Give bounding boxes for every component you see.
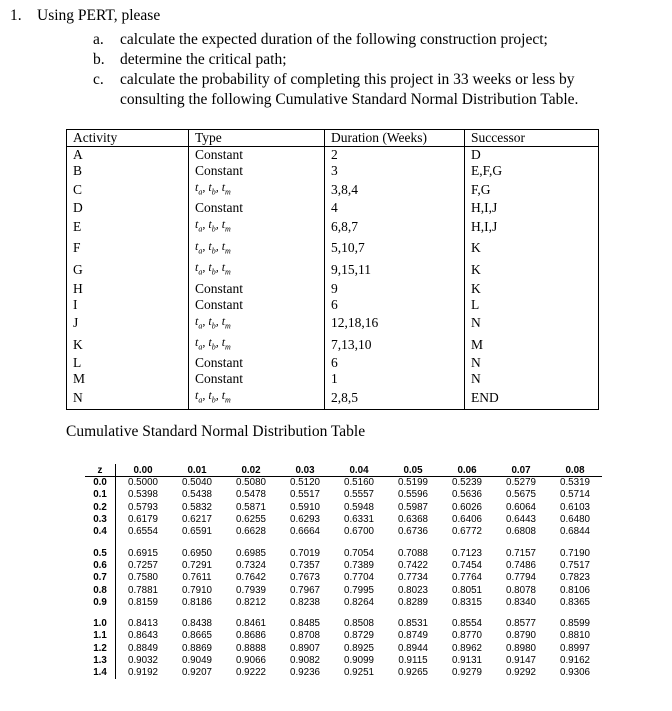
- time-estimate-symbol: $t_a$: [195, 260, 203, 277]
- probability-cell: 0.7910: [182, 584, 212, 596]
- probability-cell: 0.8315: [452, 596, 482, 608]
- probability-cell: 0.7389: [344, 559, 374, 571]
- successor-cell: H,I,J: [465, 200, 599, 216]
- probability-cell: 0.6700: [344, 526, 374, 538]
- time-estimate-symbol: $t_m$: [221, 334, 231, 352]
- activity-cell: A: [67, 147, 189, 164]
- probability-cell: 0.5910: [290, 501, 320, 513]
- z-row: [85, 655, 602, 667]
- probability-cell: 0.7995: [344, 584, 374, 596]
- probability-cell: 0.9236: [290, 667, 320, 679]
- probability-cell: 0.8962: [452, 642, 482, 654]
- type-cell: Constant: [189, 371, 325, 387]
- successor-cell: K: [465, 281, 599, 297]
- probability-cell: 0.7291: [182, 559, 212, 571]
- z-value-cell: 0.7: [85, 572, 116, 584]
- activity-table-header: [67, 130, 599, 147]
- duration-cell: 6: [325, 355, 465, 371]
- probability-cell: 0.6736: [398, 526, 428, 538]
- probability-cell: 0.8238: [290, 596, 320, 608]
- probability-cell: 0.6026: [452, 501, 482, 513]
- probability-cell: 0.9192: [128, 667, 158, 679]
- probability-cell: 0.5871: [236, 501, 266, 513]
- probability-cell: 0.5636: [452, 489, 482, 501]
- time-estimate-symbol: $t_m$: [221, 238, 231, 256]
- type-cell: Constant: [189, 281, 325, 297]
- probability-cell: 0.6443: [506, 514, 536, 526]
- activity-cell: B: [67, 163, 189, 179]
- type-cell: $t_a$, $t_b$, $t_m$: [189, 259, 325, 280]
- part-c-continuation: consulting the following Cumulative Standard Normal Distribution Table.: [120, 91, 579, 108]
- z-value-cell: 0.0: [85, 477, 116, 490]
- z-value-cell: 0.9: [85, 597, 116, 609]
- probability-cell: 0.5675: [506, 489, 536, 501]
- probability-cell: 0.5596: [398, 489, 428, 501]
- probability-cell: 0.7123: [452, 547, 482, 559]
- duration-cell: 3: [325, 163, 465, 179]
- z-column-header: 0.07: [494, 464, 548, 477]
- probability-cell: 0.6331: [344, 514, 374, 526]
- duration-cell: 9,15,11: [325, 259, 465, 280]
- probability-cell: 0.8925: [344, 642, 374, 654]
- probability-cell: 0.6179: [128, 514, 158, 526]
- successor-cell: M: [465, 334, 599, 355]
- time-estimate-symbol: $t_m$: [221, 217, 231, 234]
- probability-cell: 0.6103: [560, 501, 590, 513]
- probability-cell: 0.7794: [506, 572, 536, 584]
- probability-cell: 0.6664: [290, 526, 320, 538]
- successor-cell: E,F,G: [465, 163, 599, 179]
- activity-row: [67, 387, 599, 409]
- probability-cell: 0.6064: [506, 501, 536, 513]
- duration-cell: 12,18,16: [325, 313, 465, 334]
- z-column-header: 0.03: [278, 464, 332, 477]
- time-estimate-symbol: $t_a$: [195, 388, 203, 405]
- time-estimate-symbol: $t_a$: [195, 334, 203, 352]
- probability-cell: 0.7580: [128, 572, 158, 584]
- probability-cell: 0.8997: [560, 642, 590, 654]
- type-cell: $t_a$, $t_b$, $t_m$: [189, 313, 325, 334]
- activity-row: [67, 281, 599, 297]
- question-number: 1.: [10, 7, 22, 24]
- probability-cell: 0.8554: [452, 618, 482, 630]
- activity-row: [67, 313, 599, 334]
- group-spacer: [85, 538, 602, 547]
- activity-row: [67, 147, 599, 164]
- probability-cell: 0.9162: [560, 655, 590, 666]
- part-b: [93, 50, 287, 70]
- activity-cell: J: [67, 313, 189, 334]
- question-intro: [10, 6, 160, 26]
- activity-row: [67, 371, 599, 387]
- probability-cell: 0.6844: [560, 526, 590, 538]
- time-estimate-symbol: $t_a$: [195, 238, 203, 256]
- part-text: calculate the probability of completing this project in 33 weeks or less by: [120, 71, 575, 88]
- probability-cell: 0.7157: [506, 547, 536, 559]
- probability-cell: 0.9292: [506, 667, 536, 679]
- probability-cell: 0.7764: [452, 572, 482, 584]
- probability-cell: 0.7422: [398, 559, 428, 571]
- probability-cell: 0.8749: [398, 630, 428, 642]
- probability-cell: 0.8888: [236, 642, 266, 654]
- probability-cell: 0.8340: [506, 596, 536, 608]
- z-value-cell: 1.0: [85, 618, 116, 630]
- probability-cell: 0.5714: [560, 489, 590, 501]
- probability-cell: 0.9099: [344, 655, 374, 666]
- activity-cell: L: [67, 355, 189, 371]
- z-column-header: 0.02: [224, 464, 278, 477]
- z-value-cell: 0.6: [85, 560, 116, 572]
- activity-cell: G: [67, 259, 189, 280]
- probability-cell: 0.5987: [398, 501, 428, 513]
- probability-cell: 0.6293: [290, 514, 320, 526]
- z-column-header: 0.08: [548, 464, 602, 477]
- probability-cell: 0.8413: [128, 618, 158, 630]
- probability-cell: 0.8810: [560, 630, 590, 642]
- z-header: z: [85, 464, 116, 477]
- time-estimate-symbol: $t_m$: [221, 313, 231, 330]
- probability-cell: 0.6368: [398, 514, 428, 526]
- time-estimate-symbol: $t_a$: [195, 180, 203, 197]
- z-row: [85, 630, 602, 642]
- successor-cell: END: [465, 387, 599, 409]
- probability-cell: 0.8531: [398, 618, 428, 630]
- probability-cell: 0.6915: [128, 547, 158, 559]
- probability-cell: 0.9032: [128, 655, 158, 666]
- probability-cell: 0.7611: [182, 572, 212, 584]
- probability-cell: 0.8944: [398, 642, 428, 654]
- probability-cell: 0.8212: [236, 596, 266, 608]
- time-estimate-symbol: $t_b$: [208, 260, 216, 277]
- activity-row: [67, 297, 599, 313]
- header-activity: Activity: [67, 130, 189, 147]
- duration-cell: 7,13,10: [325, 334, 465, 355]
- probability-cell: 0.9115: [398, 655, 428, 666]
- activity-cell: M: [67, 371, 189, 387]
- activity-cell: D: [67, 200, 189, 216]
- probability-cell: 0.8643: [128, 630, 158, 642]
- activity-cell: E: [67, 216, 189, 237]
- part-label: b.: [93, 51, 105, 68]
- probability-cell: 0.8980: [506, 642, 536, 654]
- time-estimate-symbol: $t_b$: [208, 334, 216, 352]
- probability-cell: 0.7881: [128, 584, 158, 596]
- probability-cell: 0.7257: [128, 559, 158, 571]
- probability-cell: 0.7704: [344, 572, 374, 584]
- successor-cell: L: [465, 297, 599, 313]
- z-value-cell: 0.1: [85, 489, 116, 501]
- z-value-cell: 0.8: [85, 584, 116, 596]
- spacer-cell: [116, 609, 603, 618]
- probability-cell: 0.7673: [290, 572, 320, 584]
- z-table: [85, 464, 602, 679]
- time-estimate-symbol: $t_b$: [208, 388, 216, 405]
- probability-cell: 0.5517: [290, 489, 320, 501]
- z-row: [85, 489, 602, 501]
- probability-cell: 0.8729: [344, 630, 374, 642]
- successor-cell: H,I,J: [465, 216, 599, 237]
- z-value-cell: 0.2: [85, 502, 116, 514]
- z-column-header: 0.01: [170, 464, 224, 477]
- activity-cell: C: [67, 179, 189, 200]
- probability-cell: 0.5438: [182, 489, 212, 501]
- probability-cell: 0.6554: [128, 526, 158, 538]
- probability-cell: 0.8365: [560, 596, 590, 608]
- time-estimate-symbol: $t_m$: [221, 260, 231, 277]
- duration-cell: 6: [325, 297, 465, 313]
- part-text: calculate the expected duration of the following construction project;: [120, 31, 548, 48]
- probability-cell: 0.5199: [398, 477, 428, 489]
- probability-cell: 0.6406: [452, 514, 482, 526]
- probability-cell: 0.6950: [182, 547, 212, 559]
- probability-cell: 0.6808: [506, 526, 536, 538]
- z-table-header: [85, 464, 602, 477]
- successor-cell: N: [465, 355, 599, 371]
- type-cell: Constant: [189, 147, 325, 164]
- z-value-cell: 0.4: [85, 526, 116, 538]
- z-row: [85, 547, 602, 559]
- probability-cell: 0.9131: [452, 655, 482, 666]
- part-text: determine the critical path;: [120, 51, 287, 68]
- z-row: [85, 584, 602, 596]
- probability-cell: 0.8264: [344, 596, 374, 608]
- probability-cell: 0.8023: [398, 584, 428, 596]
- probability-cell: 0.8159: [128, 596, 158, 608]
- probability-cell: 0.9279: [452, 667, 482, 679]
- type-cell: $t_a$, $t_b$, $t_m$: [189, 216, 325, 237]
- type-cell: Constant: [189, 163, 325, 179]
- probability-cell: 0.9207: [182, 667, 212, 679]
- duration-cell: 2,8,5: [325, 387, 465, 409]
- probability-cell: 0.8051: [452, 584, 482, 596]
- z-column-header: 0.06: [440, 464, 494, 477]
- activity-row: [67, 163, 599, 179]
- z-row: [85, 477, 602, 490]
- probability-cell: 0.8869: [182, 642, 212, 654]
- time-estimate-symbol: $t_b$: [208, 313, 216, 330]
- probability-cell: 0.9222: [236, 667, 266, 679]
- probability-cell: 0.7939: [236, 584, 266, 596]
- probability-cell: 0.8907: [290, 642, 320, 654]
- probability-cell: 0.9082: [290, 655, 320, 666]
- z-value-cell: 0.3: [85, 514, 116, 526]
- probability-cell: 0.8849: [128, 642, 158, 654]
- probability-cell: 0.5120: [290, 477, 320, 489]
- header-successor: Successor: [465, 130, 599, 147]
- successor-cell: F,G: [465, 179, 599, 200]
- probability-cell: 0.5040: [182, 477, 212, 489]
- time-estimate-symbol: $t_b$: [208, 238, 216, 256]
- probability-cell: 0.8686: [236, 630, 266, 642]
- probability-cell: 0.5080: [236, 477, 266, 489]
- probability-cell: 0.7734: [398, 572, 428, 584]
- activity-table: [66, 129, 599, 410]
- probability-cell: 0.9251: [344, 667, 374, 679]
- probability-cell: 0.6480: [560, 514, 590, 526]
- time-estimate-symbol: $t_m$: [221, 180, 231, 197]
- probability-cell: 0.8599: [560, 618, 590, 630]
- part-a: [93, 30, 548, 50]
- time-estimate-symbol: $t_m$: [221, 388, 231, 405]
- z-row: [85, 514, 602, 526]
- type-cell: Constant: [189, 355, 325, 371]
- activity-cell: I: [67, 297, 189, 313]
- z-row: [85, 502, 602, 514]
- activity-cell: F: [67, 238, 189, 259]
- probability-cell: 0.7324: [236, 559, 266, 571]
- z-row: [85, 560, 602, 572]
- probability-cell: 0.7454: [452, 559, 482, 571]
- spacer-cell: [85, 538, 116, 547]
- probability-cell: 0.5948: [344, 501, 374, 513]
- z-row: [85, 597, 602, 609]
- successor-cell: N: [465, 313, 599, 334]
- type-cell: $t_a$, $t_b$, $t_m$: [189, 334, 325, 355]
- duration-cell: 2: [325, 147, 465, 164]
- duration-cell: 3,8,4: [325, 179, 465, 200]
- time-estimate-symbol: $t_b$: [208, 217, 216, 234]
- probability-cell: 0.8508: [344, 618, 374, 630]
- z-column-header: 0.05: [386, 464, 440, 477]
- z-column-header: 0.04: [332, 464, 386, 477]
- probability-cell: 0.8078: [506, 584, 536, 596]
- probability-cell: 0.8577: [506, 618, 536, 630]
- z-value-cell: 1.4: [85, 667, 116, 679]
- probability-cell: 0.5832: [182, 501, 212, 513]
- activity-cell: N: [67, 387, 189, 409]
- activity-row: [67, 200, 599, 216]
- probability-cell: 0.8770: [452, 630, 482, 642]
- z-row: [85, 667, 602, 679]
- probability-cell: 0.5319: [560, 477, 590, 489]
- duration-cell: 5,10,7: [325, 238, 465, 259]
- activity-row: [67, 216, 599, 237]
- successor-cell: K: [465, 259, 599, 280]
- z-value-cell: 1.1: [85, 630, 116, 642]
- z-row: [85, 618, 602, 630]
- duration-cell: 1: [325, 371, 465, 387]
- time-estimate-symbol: $t_a$: [195, 313, 203, 330]
- duration-cell: 6,8,7: [325, 216, 465, 237]
- probability-cell: 0.5160: [344, 477, 374, 489]
- probability-cell: 0.7517: [560, 559, 590, 571]
- probability-cell: 0.7823: [560, 572, 590, 584]
- question-intro-text: Using PERT, please: [37, 7, 161, 24]
- time-estimate-symbol: $t_b$: [208, 180, 216, 197]
- probability-cell: 0.9049: [182, 655, 212, 666]
- successor-cell: D: [465, 147, 599, 164]
- type-cell: Constant: [189, 297, 325, 313]
- probability-cell: 0.8790: [506, 630, 536, 642]
- part-c: [93, 70, 575, 90]
- probability-cell: 0.9306: [560, 667, 590, 679]
- header-duration: Duration (Weeks): [325, 130, 465, 147]
- probability-cell: 0.8485: [290, 618, 320, 630]
- cumulative-table-title: Cumulative Standard Normal Distribution Table: [66, 423, 366, 440]
- spacer-cell: [85, 609, 116, 618]
- probability-cell: 0.9147: [506, 655, 536, 666]
- part-label: a.: [93, 31, 104, 48]
- activity-row: [67, 179, 599, 200]
- time-estimate-symbol: $t_a$: [195, 217, 203, 234]
- group-spacer: [85, 609, 602, 618]
- probability-cell: 0.6628: [236, 526, 266, 538]
- probability-cell: 0.7486: [506, 559, 536, 571]
- z-value-cell: 0.5: [85, 547, 116, 559]
- probability-cell: 0.7967: [290, 584, 320, 596]
- probability-cell: 0.8186: [182, 596, 212, 608]
- probability-cell: 0.9066: [236, 655, 266, 666]
- activity-row: [67, 238, 599, 259]
- spacer-cell: [116, 538, 603, 547]
- probability-cell: 0.9265: [398, 667, 428, 679]
- duration-cell: 9: [325, 281, 465, 297]
- header-type: Type: [189, 130, 325, 147]
- type-cell: $t_a$, $t_b$, $t_m$: [189, 179, 325, 200]
- successor-cell: K: [465, 238, 599, 259]
- probability-cell: 0.8106: [560, 584, 590, 596]
- successor-cell: N: [465, 371, 599, 387]
- probability-cell: 0.8665: [182, 630, 212, 642]
- type-cell: $t_a$, $t_b$, $t_m$: [189, 387, 325, 409]
- part-label: c.: [93, 71, 104, 88]
- activity-row: [67, 334, 599, 355]
- probability-cell: 0.8461: [236, 618, 266, 630]
- probability-cell: 0.5398: [128, 489, 158, 501]
- probability-cell: 0.7054: [344, 547, 374, 559]
- z-row: [85, 526, 602, 538]
- activity-row: [67, 259, 599, 280]
- probability-cell: 0.7357: [290, 559, 320, 571]
- probability-cell: 0.8708: [290, 630, 320, 642]
- probability-cell: 0.8438: [182, 618, 212, 630]
- probability-cell: 0.5793: [128, 501, 158, 513]
- probability-cell: 0.5478: [236, 489, 266, 501]
- probability-cell: 0.7088: [398, 547, 428, 559]
- probability-cell: 0.6217: [182, 514, 212, 526]
- z-row: [85, 643, 602, 655]
- probability-cell: 0.5239: [452, 477, 482, 489]
- activity-cell: H: [67, 281, 189, 297]
- z-row: [85, 572, 602, 584]
- type-cell: $t_a$, $t_b$, $t_m$: [189, 238, 325, 259]
- activity-cell: K: [67, 334, 189, 355]
- probability-cell: 0.7019: [290, 547, 320, 559]
- probability-cell: 0.7642: [236, 572, 266, 584]
- probability-cell: 0.8289: [398, 596, 428, 608]
- duration-cell: 4: [325, 200, 465, 216]
- probability-cell: 0.7190: [560, 547, 590, 559]
- probability-cell: 0.5000: [128, 477, 158, 489]
- activity-row: [67, 355, 599, 371]
- z-value-cell: 1.3: [85, 655, 116, 667]
- z-column-header: 0.00: [116, 464, 171, 477]
- z-value-cell: 1.2: [85, 643, 116, 655]
- probability-cell: 0.6255: [236, 514, 266, 526]
- probability-cell: 0.5279: [506, 477, 536, 489]
- type-cell: Constant: [189, 200, 325, 216]
- probability-cell: 0.6591: [182, 526, 212, 538]
- probability-cell: 0.5557: [344, 489, 374, 501]
- probability-cell: 0.6985: [236, 547, 266, 559]
- probability-cell: 0.6772: [452, 526, 482, 538]
